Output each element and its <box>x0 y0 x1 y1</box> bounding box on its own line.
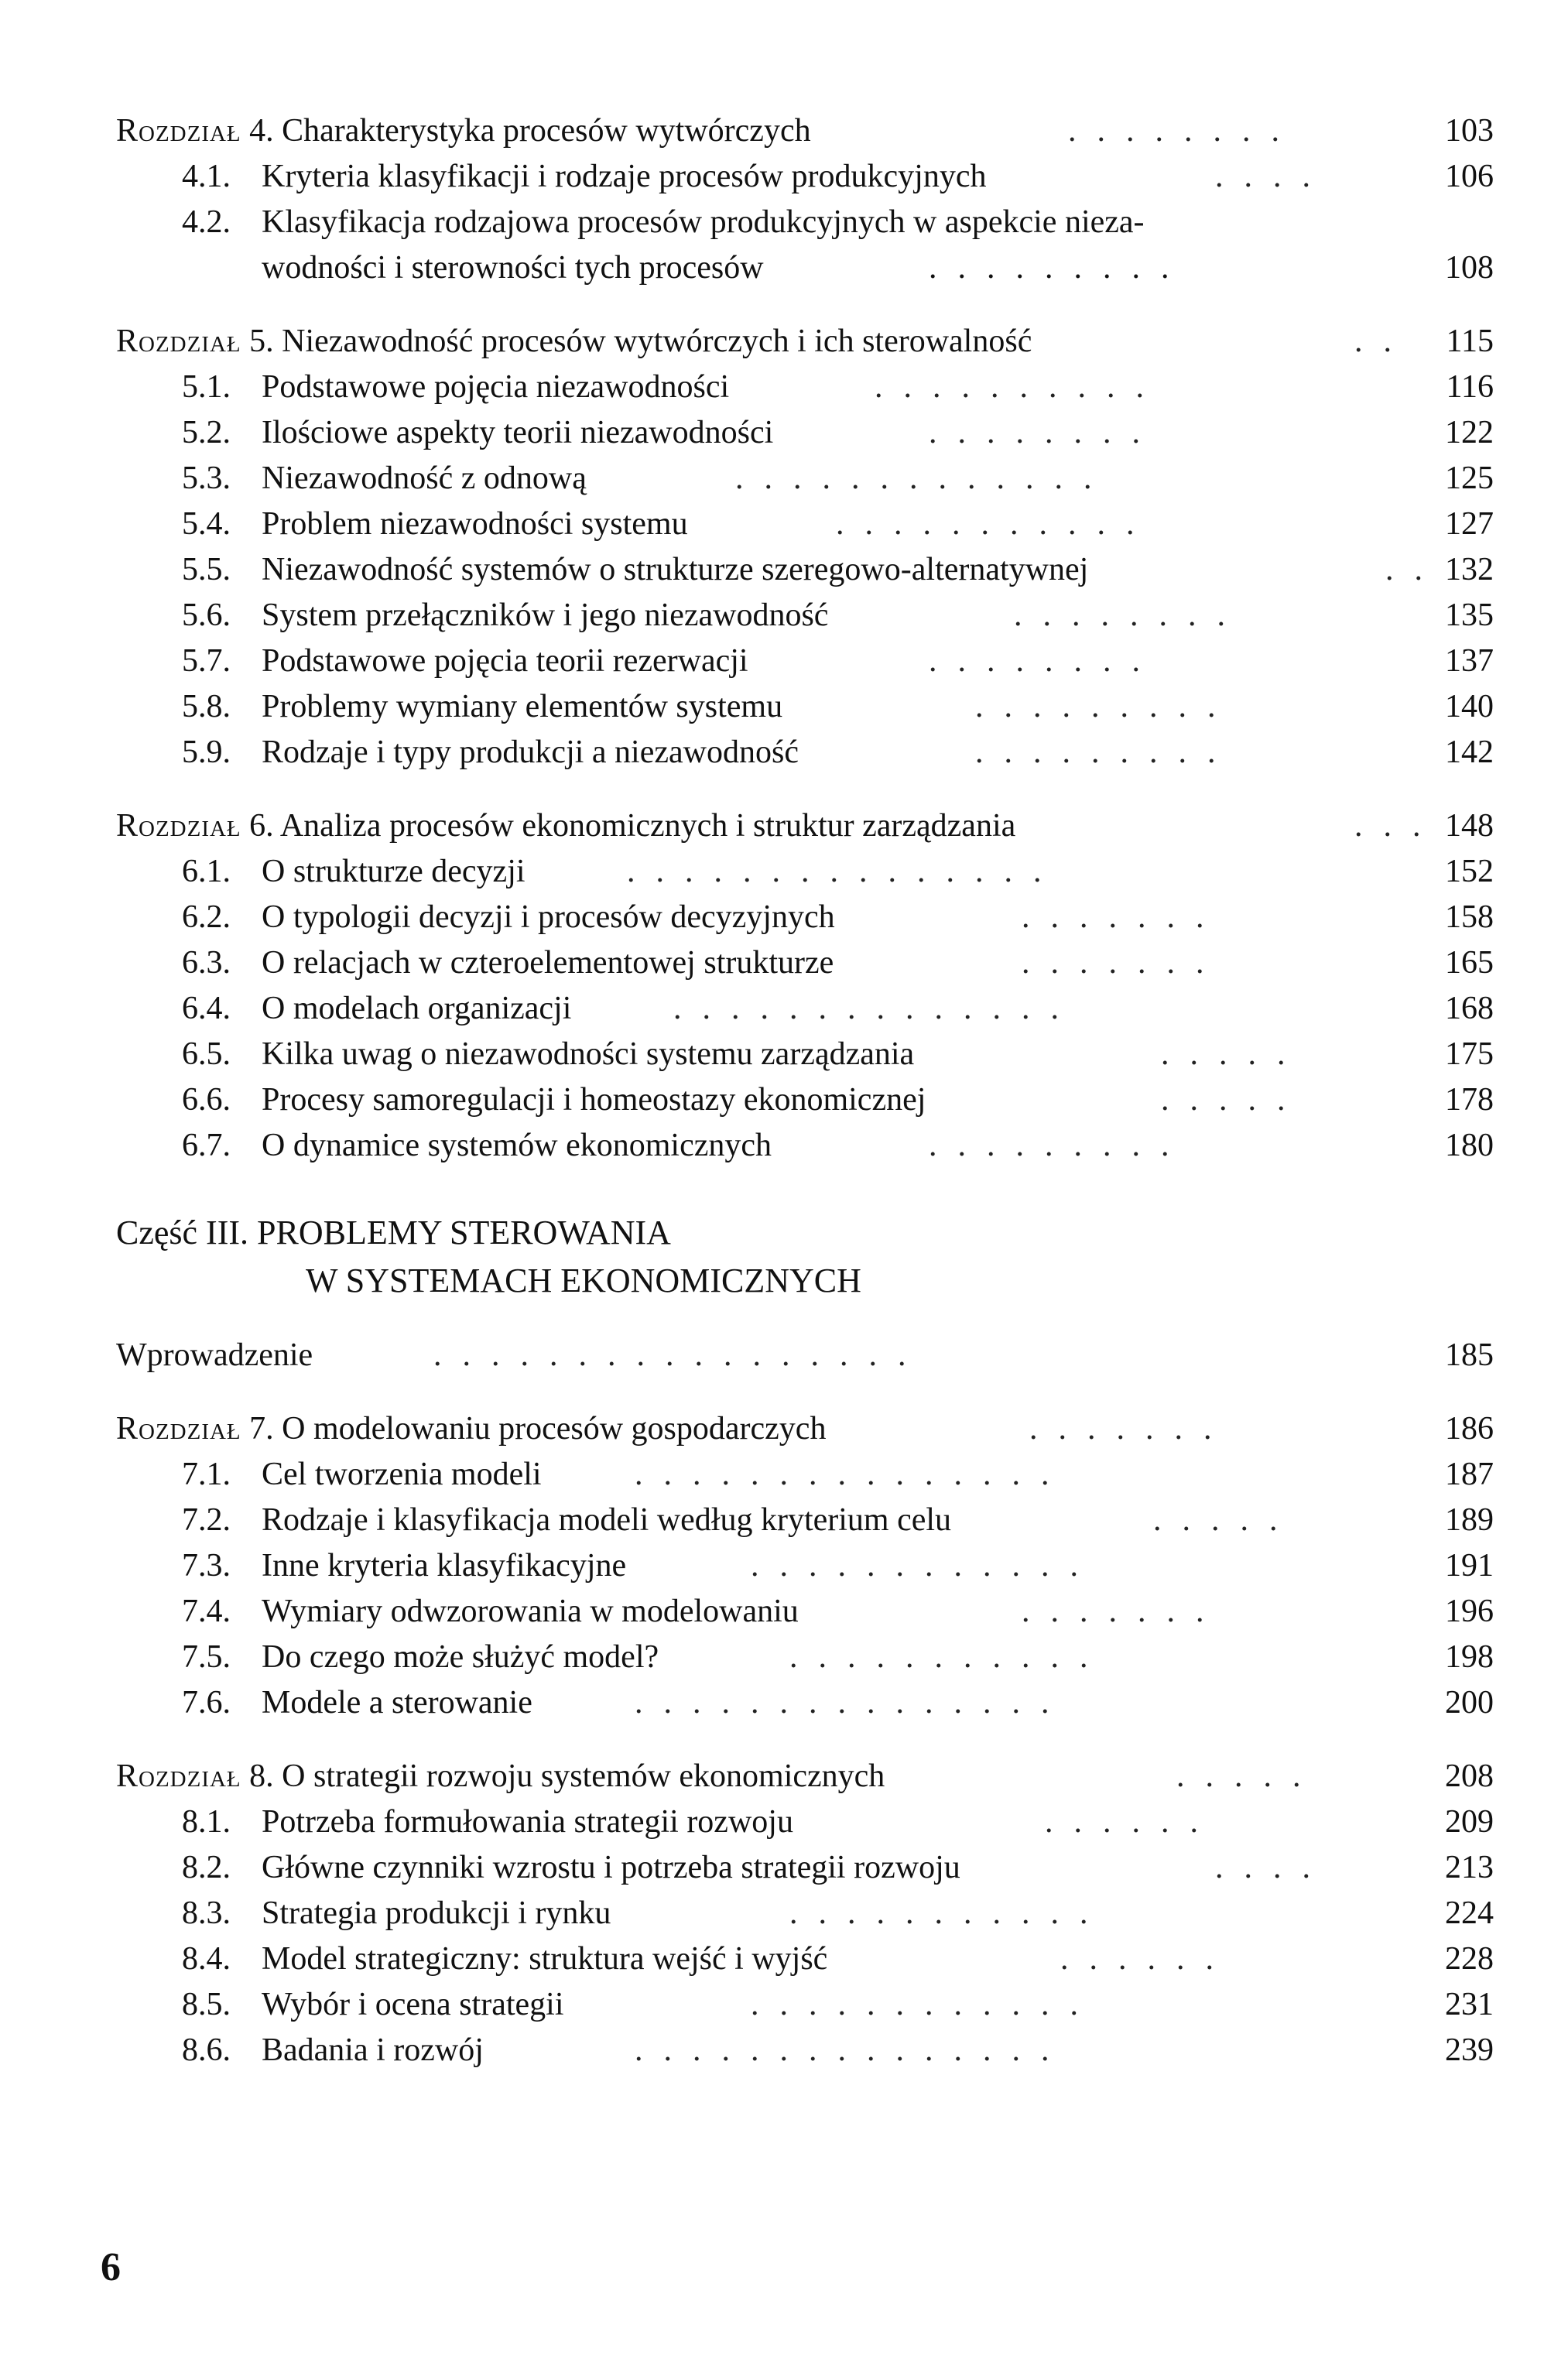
leader-dots: ... <box>1354 808 1442 844</box>
section-number: 4.1. <box>182 159 231 194</box>
page-ref: 189 <box>1445 1502 1494 1538</box>
chapter-title: O strategii rozwoju systemów ekonomicznych <box>282 1758 885 1794</box>
toc-section-6-7 <box>116 1123 1494 1169</box>
toc-section-8-4 <box>116 1936 1494 1982</box>
section-title: O relacjach w czteroelementowej strukturze <box>262 945 834 981</box>
page-ref: 106 <box>1445 159 1494 194</box>
page-ref: 152 <box>1445 854 1494 889</box>
leader-dots: ......... <box>975 734 1237 770</box>
chapter-number: 7. <box>249 1411 274 1447</box>
section-title: Cel tworzenia modeli <box>262 1457 542 1492</box>
page-ref: 200 <box>1445 1685 1494 1721</box>
chapter-number: 6. <box>249 808 274 844</box>
section-number: 7.2. <box>182 1502 231 1538</box>
chapter-word: Rozdział <box>116 324 241 359</box>
section-number: 6.1. <box>182 854 231 889</box>
page-ref: 213 <box>1445 1850 1494 1885</box>
section-title: System przełączników i jego niezawodność <box>262 597 829 633</box>
page-ref: 168 <box>1445 991 1494 1026</box>
leader-dots: ......... <box>975 689 1237 724</box>
section-number: 5.3. <box>182 461 231 496</box>
section-number: 7.4. <box>182 1594 231 1629</box>
section-number: 7.3. <box>182 1548 231 1584</box>
section-title: Badania i rozwój <box>262 2032 484 2068</box>
section-number: 5.5. <box>182 552 231 587</box>
chapter-title: Analiza procesów ekonomicznych i struktur zarządzania <box>279 808 1016 844</box>
leader-dots: ..... <box>1176 1758 1322 1794</box>
section-title: Model strategiczny: struktura wejść i wyjść <box>262 1941 828 1977</box>
leader-dots: ............... <box>635 1457 1070 1492</box>
leader-dots: ....... <box>1029 1411 1233 1447</box>
section-number: 5.4. <box>182 506 231 542</box>
toc-section-6-4 <box>116 986 1494 1032</box>
leader-dots: ............ <box>751 1987 1099 2022</box>
chapter-number: 8. <box>249 1758 274 1794</box>
section-number: 5.1. <box>182 369 231 405</box>
section-number: 6.2. <box>182 899 231 935</box>
toc-section-5-9 <box>116 730 1494 776</box>
leader-dots: ........... <box>789 1639 1109 1675</box>
section-title: O modelach organizacji <box>262 991 572 1026</box>
chapter-number: 4. <box>249 113 274 149</box>
toc-section-4-1 <box>116 154 1494 200</box>
page-ref: 198 <box>1445 1639 1494 1675</box>
page-ref: 165 <box>1445 945 1494 981</box>
page-ref: 178 <box>1445 1082 1494 1118</box>
leader-dots: .... <box>1215 159 1331 194</box>
page-ref: 187 <box>1445 1457 1494 1492</box>
toc-chapter-6 <box>116 803 1494 849</box>
leader-dots: ........ <box>1014 597 1246 633</box>
section-title: Potrzeba formułowania strategii rozwoju <box>262 1804 793 1840</box>
section-number: 5.9. <box>182 734 231 770</box>
toc-section-5-1 <box>116 365 1494 410</box>
page-ref: 208 <box>1445 1758 1494 1794</box>
section-number: 7.1. <box>182 1457 231 1492</box>
toc-section-5-5 <box>116 547 1494 593</box>
chapter-title: O modelowaniu procesów gospodarczych <box>282 1411 827 1447</box>
part-title-line-2: W SYSTEMACH EKONOMICZNYCH <box>306 1262 861 1299</box>
toc-section-8-1 <box>116 1799 1494 1845</box>
page-ref: 185 <box>1445 1337 1494 1373</box>
page-ref: 103 <box>1445 113 1494 149</box>
page-ref: 108 <box>1445 250 1494 286</box>
section-title: Ilościowe aspekty teorii niezawodności <box>262 415 774 450</box>
page-ref: 125 <box>1445 461 1494 496</box>
section-title: Niezawodność systemów o strukturze szeregowo-alternatywnej <box>262 552 1089 587</box>
section-title: Rodzaje i typy produkcji a niezawodność <box>262 734 799 770</box>
page-ref: 142 <box>1445 734 1494 770</box>
section-number: 8.5. <box>182 1987 231 2022</box>
table-of-contents <box>116 108 1494 2073</box>
page-ref: 158 <box>1445 899 1494 935</box>
leader-dots: ............... <box>627 854 1063 889</box>
section-number: 4.2. <box>182 204 231 240</box>
section-title-continued: wodności i sterowności tych procesów <box>262 250 764 286</box>
section-title: Podstawowe pojęcia niezawodności <box>262 369 730 405</box>
page-ref: 180 <box>1445 1128 1494 1163</box>
section-title: Do czego może służyć model? <box>262 1639 659 1675</box>
section-number: 8.4. <box>182 1941 231 1977</box>
page-ref: 140 <box>1445 689 1494 724</box>
part-heading <box>116 1209 1494 1305</box>
leader-dots: .............. <box>673 991 1080 1026</box>
toc-section-7-5 <box>116 1635 1494 1680</box>
page-ref: 115 <box>1446 324 1494 359</box>
section-number: 5.6. <box>182 597 231 633</box>
section-number: 7.6. <box>182 1685 231 1721</box>
page-ref: 175 <box>1445 1036 1494 1072</box>
toc-chapter-8 <box>116 1754 1494 1799</box>
leader-dots: ............. <box>735 461 1113 496</box>
leader-dots: ................. <box>433 1337 927 1373</box>
leader-dots: ....... <box>1022 899 1225 935</box>
page-ref: 191 <box>1445 1548 1494 1584</box>
toc-section-6-2 <box>116 895 1494 940</box>
section-title: Modele a sterowanie <box>262 1685 532 1721</box>
chapter-title: Charakterystyka procesów wytwórczych <box>282 113 811 149</box>
chapter-word: Rozdział <box>116 1758 241 1794</box>
part-title-line-1: Część III. PROBLEMY STEROWANIA <box>116 1214 671 1251</box>
toc-section-8-5 <box>116 1982 1494 2028</box>
toc-section-5-7 <box>116 639 1494 684</box>
toc-section-6-6 <box>116 1077 1494 1123</box>
page-ref: 231 <box>1445 1987 1494 2022</box>
leader-dots: ........ <box>929 643 1161 679</box>
page-number: 6 <box>101 2245 121 2289</box>
toc-section-8-6 <box>116 2028 1494 2073</box>
section-title: Rodzaje i klasyfikacja modeli według kryterium celu <box>262 1502 952 1538</box>
leader-dots: ........... <box>789 1895 1109 1931</box>
toc-section-5-8 <box>116 684 1494 730</box>
toc-section-5-6 <box>116 593 1494 639</box>
leader-dots: .. <box>1354 324 1412 359</box>
leader-dots: ........ <box>1068 113 1300 149</box>
leader-dots: .... <box>1215 1850 1331 1885</box>
chapter-word: Rozdział <box>116 808 241 844</box>
toc-section-7-2 <box>116 1498 1494 1543</box>
toc-section-6-1 <box>116 849 1494 895</box>
toc-section-7-6 <box>116 1680 1494 1726</box>
chapter-word: Rozdział <box>116 1411 241 1447</box>
intro-title: Wprowadzenie <box>116 1337 313 1373</box>
leader-dots: ..... <box>1161 1036 1306 1072</box>
page-ref: 186 <box>1445 1411 1494 1447</box>
chapter-number: 5. <box>249 324 274 359</box>
leader-dots: ............... <box>635 2032 1070 2068</box>
section-number: 6.3. <box>182 945 231 981</box>
leader-dots: ............... <box>635 1685 1070 1721</box>
page-ref: 137 <box>1445 643 1494 679</box>
chapter-word: Rozdział <box>116 113 241 149</box>
toc-chapter-7 <box>116 1406 1494 1452</box>
section-title: O strukturze decyzji <box>262 854 526 889</box>
toc-section-5-3 <box>116 456 1494 502</box>
section-title: Procesy samoregulacji i homeostazy ekonomicznej <box>262 1082 926 1118</box>
leader-dots: .......... <box>875 369 1165 405</box>
leader-dots: ........ <box>929 415 1161 450</box>
leader-dots: ............ <box>751 1548 1099 1584</box>
leader-dots: ....... <box>1022 1594 1225 1629</box>
page-ref: 224 <box>1445 1895 1494 1931</box>
page-ref: 209 <box>1445 1804 1494 1840</box>
leader-dots: ......... <box>929 1128 1190 1163</box>
section-title: Inne kryteria klasyfikacyjne <box>262 1548 627 1584</box>
section-title: Klasyfikacja rodzajowa procesów produkcyjnych w aspekcie nieza- <box>262 204 1145 240</box>
section-number: 5.2. <box>182 415 231 450</box>
section-number: 6.4. <box>182 991 231 1026</box>
section-title: Niezawodność z odnową <box>262 461 587 496</box>
page-ref: 196 <box>1445 1594 1494 1629</box>
toc-section-4-2 <box>116 200 1494 291</box>
section-title: Główne czynniki wzrostu i potrzeba strategii rozwoju <box>262 1850 960 1885</box>
page-ref: 148 <box>1445 808 1494 844</box>
section-number: 8.1. <box>182 1804 231 1840</box>
page-ref: 228 <box>1445 1941 1494 1977</box>
toc-section-5-4 <box>116 502 1494 547</box>
section-number: 8.3. <box>182 1895 231 1931</box>
section-title: Wymiary odwzorowania w modelowaniu <box>262 1594 799 1629</box>
section-number: 8.2. <box>182 1850 231 1885</box>
section-number: 5.7. <box>182 643 231 679</box>
section-number: 6.7. <box>182 1128 231 1163</box>
section-number: 8.6. <box>182 2032 231 2068</box>
leader-dots: ..... <box>1153 1502 1299 1538</box>
page-ref: 132 <box>1445 552 1494 587</box>
toc-chapter-4 <box>116 108 1494 154</box>
toc-section-7-4 <box>116 1589 1494 1635</box>
section-title: Problem niezawodności systemu <box>262 506 688 542</box>
section-number: 6.5. <box>182 1036 231 1072</box>
toc-section-8-3 <box>116 1891 1494 1936</box>
leader-dots: ...... <box>1060 1941 1234 1977</box>
page-ref: 127 <box>1445 506 1494 542</box>
leader-dots: ....... <box>1022 945 1225 981</box>
section-title: O dynamice systemów ekonomicznych <box>262 1128 772 1163</box>
section-title: Problemy wymiany elementów systemu <box>262 689 783 724</box>
leader-dots: ........... <box>836 506 1155 542</box>
page-ref: 122 <box>1445 415 1494 450</box>
toc-section-7-3 <box>116 1543 1494 1589</box>
section-number: 6.6. <box>182 1082 231 1118</box>
section-number: 5.8. <box>182 689 231 724</box>
leader-dots: ...... <box>1045 1804 1219 1840</box>
section-title: Kryteria klasyfikacji i rodzaje procesów produkcyjnych <box>262 159 987 194</box>
toc-section-6-3 <box>116 940 1494 986</box>
page-ref: 135 <box>1445 597 1494 633</box>
leader-dots: ......... <box>929 250 1190 286</box>
section-title: Kilka uwag o niezawodności systemu zarządzania <box>262 1036 915 1072</box>
toc-section-7-1 <box>116 1452 1494 1498</box>
leader-dots: .. <box>1385 552 1443 587</box>
chapter-title: Niezawodność procesów wytwórczych i ich sterowalność <box>282 324 1032 359</box>
page-ref: 116 <box>1446 369 1494 405</box>
toc-chapter-5 <box>116 319 1494 365</box>
section-number: 7.5. <box>182 1639 231 1675</box>
section-title: Podstawowe pojęcia teorii rezerwacji <box>262 643 748 679</box>
section-title: Wybór i ocena strategii <box>262 1987 564 2022</box>
section-title: Strategia produkcji i rynku <box>262 1895 611 1931</box>
toc-section-8-2 <box>116 1845 1494 1891</box>
toc-section-6-5 <box>116 1032 1494 1077</box>
leader-dots: ..... <box>1161 1082 1306 1118</box>
toc-introduction <box>116 1333 1494 1378</box>
toc-section-5-2 <box>116 410 1494 456</box>
page-ref: 239 <box>1445 2032 1494 2068</box>
section-title: O typologii decyzji i procesów decyzyjnych <box>262 899 835 935</box>
